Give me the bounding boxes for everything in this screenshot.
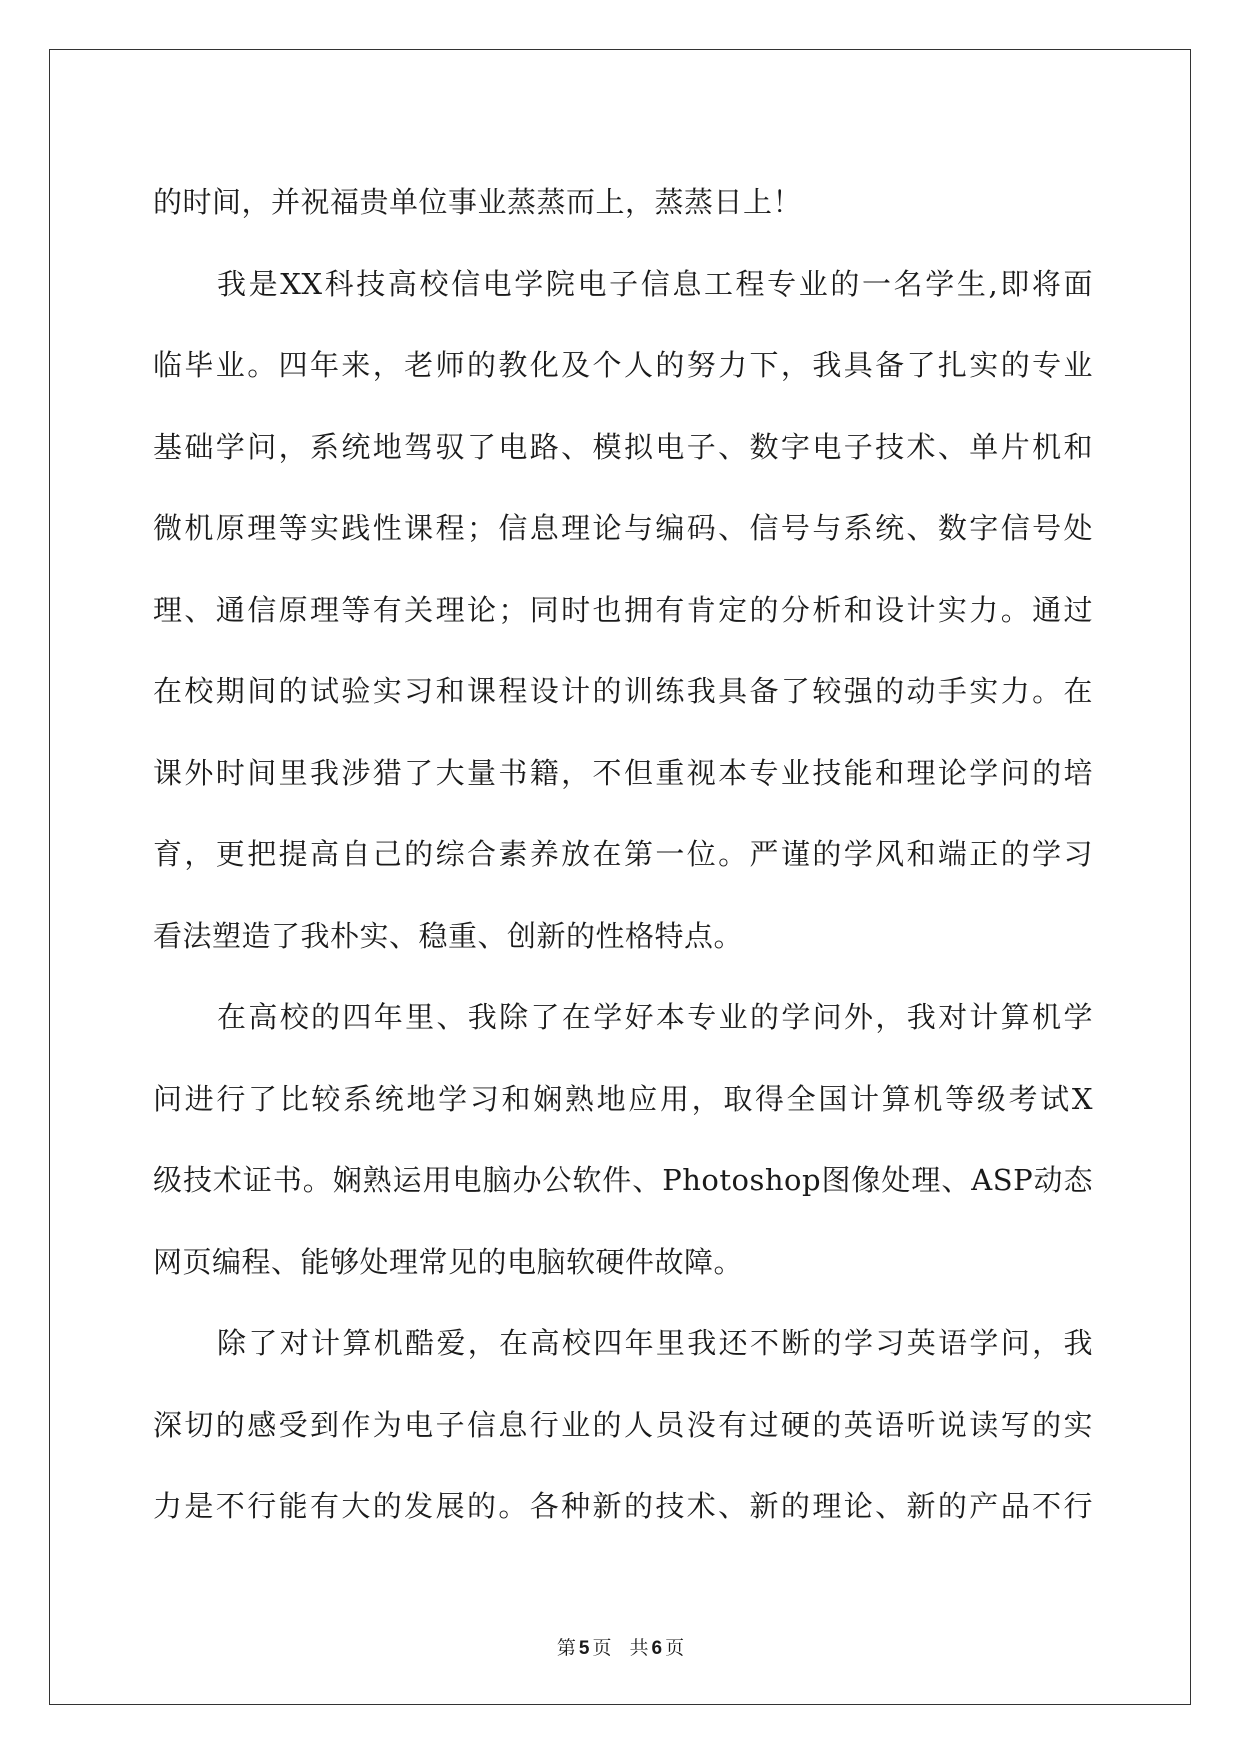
text-line: 除了对计算机酷爱，在高校四年里我还不断的学习英语学问，我 [217,1326,1093,1360]
text-line: 基础学问，系统地驾驭了电路、模拟电子、数字电子技术、单片机和 [153,429,1093,464]
text-line: 的时间，并祝福贵单位事业蒸蒸而上，蒸蒸日上！ [153,185,803,219]
text-line: 问进行了比较系统地学习和娴熟地应用，取得全国计算机等级考试X [153,1081,1093,1116]
paragraph-3 [153,977,1093,1303]
text-line: 看法塑造了我朴实、稳重、创新的性格特点。 [153,918,744,953]
document-body [153,162,1093,1548]
page-footer [0,1633,1241,1660]
current-page-number: 5 [578,1638,590,1659]
footer-page-unit: 页 [592,1637,612,1659]
text-line: 课外时间里我涉猎了大量书籍，不但重视本专业技能和理论学问的培 [153,755,1093,790]
text-line: 临毕业。四年来，老师的教化及个人的努力下，我具备了扎实的专业 [153,348,1093,382]
text-line: 理、通信原理等有关理论；同时也拥有肯定的分析和设计实力。通过 [153,592,1093,627]
text-line: 我是XX科技高校信电学院电子信息工程专业的一名学生,即将面 [217,266,1093,301]
text-line: 网页编程、能够处理常见的电脑软硬件故障。 [153,1244,744,1279]
text-line: 级技术证书。娴熟运用电脑办公软件、Photoshop图像处理、ASP动态 [153,1163,1093,1197]
text-line: 育，更把提高自己的综合素养放在第一位。严谨的学风和端正的学习 [153,837,1093,871]
text-line: 在校期间的试验实习和课程设计的训练我具备了较强的动手实力。在 [153,674,1093,708]
paragraph-4 [153,1303,1093,1548]
text-line: 微机原理等实践性课程；信息理论与编码、信号与系统、数字信号处 [153,511,1093,545]
text-line: 力是不行能有大的发展的。各种新的技术、新的理论、新的产品不行 [153,1489,1093,1523]
footer-total-prefix: 共 [629,1637,649,1659]
paragraph-1 [153,162,1093,244]
text-line: 在高校的四年里、我除了在学好本专业的学问外，我对计算机学 [217,1000,1093,1034]
footer-total-unit: 页 [665,1637,685,1659]
text-line: 深切的感受到作为电子信息行业的人员没有过硬的英语听说读写的实 [153,1407,1093,1442]
total-page-number: 6 [651,1638,663,1659]
footer-prefix: 第 [556,1637,576,1659]
paragraph-2 [153,244,1093,978]
